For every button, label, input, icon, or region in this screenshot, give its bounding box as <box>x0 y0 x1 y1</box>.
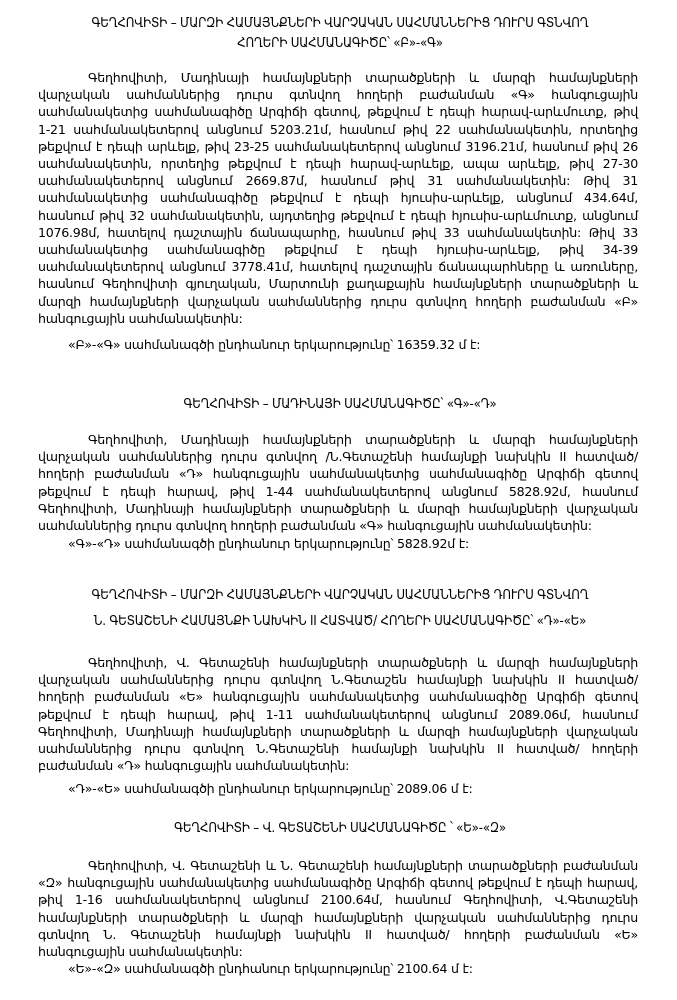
heading-line: ԳԵՂՀՈՎԻՏԻ – Վ. ԳԵՏԱՇԵՆԻ ՍԱՀՄԱՆԱԳԻԾԸ ՝ «Ե»-«Զ» <box>174 821 506 836</box>
section-heading-e-z <box>40 819 640 839</box>
paragraph-line: 1-21 սահմանակետերով անցնում 5203.21մ, հասնում թիվ 22 սահմանակետին, որտեղից <box>38 121 638 137</box>
section-paragraph-e-z <box>38 857 638 960</box>
paragraph-line: Գեղհովիտի, Մադինայի համայնքների տարածքների և մարզի համայնքների վարչական <box>38 500 638 516</box>
heading-line: ԳԵՂՀՈՎԻՏԻ – ՄԱՐԶԻ ՀԱՄԱՅՆՔՆԵՐԻ ՎԱՐՉԱԿԱՆ ՍԱՀՄԱՆՆԵՐԻՑ ԴՈՒՐՍ ԳՏՆՎՈՂ <box>91 588 589 603</box>
paragraph-line: սահմանակետերով անցնում 3778.41մ, հատելով դաշտային ճանապարհները և առուները, <box>38 259 638 275</box>
paragraph-line: հանգուցային սահմանակետին: <box>38 944 243 960</box>
section-summary-e-z: «Ե»-«Զ» սահմանագծի ընդհանուր երկարությունը՝ 2100.64 մ է: <box>68 961 473 976</box>
paragraph-line: թեքվում է դեպի հարավ, թիվ 1-11 սահմանակետերով անցնում 2089.06մ, հասնում <box>38 706 638 722</box>
paragraph-line: հասնում թիվ 32 սահմանակետին, այդտեղից թեքվում է դեպի հյուսիս-արևմուտք, անցնում <box>38 207 638 223</box>
paragraph-line: սահմանակետից սահմանագիծը Արգիճի գետով, թեքվում է դեպի հարավ-արևմուտք, թիվ <box>38 104 638 120</box>
paragraph-line: բաժանման «Դ» հանգուցային սահմանակետին: <box>38 758 350 774</box>
paragraph-line: մարզի համայնքների վարչական սահմաններից դուրս գտնվող հողերի բաժանման «Բ» <box>38 293 638 309</box>
section-paragraph-g-d <box>38 431 638 534</box>
section-paragraph-d-e <box>38 654 638 774</box>
paragraph-line: թիվ 1-16 սահմանակետերով անցնում 2100.64մ, հասնում Գեղհովիտի, Վ.Գետաշենի <box>38 892 638 908</box>
paragraph-line: թեքվում է դեպի արևելք, թիվ 23-25 սահմանակետերով անցնում 3196.21մ, հասնում թիվ 26 <box>38 138 638 154</box>
paragraph-line: թեքվում է դեպի հարավ, թիվ 1-44 սահմանակետերով անցնում 5828.92մ, հասնում <box>38 483 638 499</box>
paragraph-line: սահմանակետից սահմանագիծը թեքվում է դեպի հյուսիս-արևելք, անցնում 434.64մ, <box>38 190 638 206</box>
heading-line: ԳԵՂՀՈՎԻՏԻ – ՄԱՐԶԻ ՀԱՄԱՅՆՔՆԵՐԻ ՎԱՐՉԱԿԱՆ ՍԱՀՄԱՆՆԵՐԻՑ ԴՈՒՐՍ ԳՏՆՎՈՂ <box>91 16 589 31</box>
heading-line: Ն. ԳԵՏԱՇԵՆԻ ՀԱՄԱՅՆՔԻ ՆԱԽԿԻՆ II ՀԱՏՎԱԾ/ ՀՈՂԵՐԻ ՍԱՀՄԱՆԱԳԻԾԸ՝ «Դ»-«Ե» <box>93 614 587 629</box>
paragraph-line: սահմանակետերով անցնում 2669.87մ, հասնում թիվ 31 սահմանակետին: Թիվ 31 <box>38 173 638 189</box>
paragraph-line: Գեղհովիտի, Մադինայի համայնքների տարածքների և մարզի համայնքների վարչական <box>38 723 638 739</box>
paragraph-line: վարչական սահմաններից դուրս գտնվող հողերի բաժանման «Գ» հանգուցային <box>38 87 638 103</box>
section-paragraph-b-g <box>38 69 638 327</box>
paragraph-line: վարչական սահմաններից դուրս գտնվող Ն.Գետաշեն համայնքի նախկին II հատված/ <box>38 672 638 688</box>
section-summary-b-g: «Բ»-«Գ» սահմանագծի ընդհանուր երկարությունը՝ 16359.32 մ է: <box>68 337 481 352</box>
paragraph-line: համայնքների տարածքների և մարզի համայնքների վարչական սահմաններից դուրս <box>38 909 638 925</box>
heading-line: ԳԵՂՀՈՎԻՏԻ – ՄԱԴԻՆԱՅԻ ՍԱՀՄԱՆԱԳԻԾԸ՝ «Գ»-«Դ» <box>183 397 497 412</box>
section-heading-b-g <box>40 14 640 54</box>
paragraph-line: «Զ» հանգուցային սահմանակետից սահմանագիծը Արգիճի գետով թեքվում է դեպի հարավ, <box>38 875 638 891</box>
paragraph-line: հողերի բաժանման «Դ» հանգուցային սահմանակետից սահմանագիծը Արգիճի գետով <box>38 466 638 482</box>
paragraph-line: Գեղհովիտի, Վ. Գետաշենի և Ն. Գետաշենի համայնքների տարածքների բաժանման <box>88 858 638 873</box>
paragraph-line: 1076.98մ, հատելով դաշտային ճանապարհը, հասնում թիվ 33 սահմանակետին: Թիվ 33 <box>38 224 638 240</box>
paragraph-line: Գեղհովիտի, Մադինայի համայնքների տարածքների և մարզի համայնքների <box>88 70 638 85</box>
paragraph-line: գտնվող Ն. Գետաշենի համայնքի նախկին II հատված/ հողերի բաժանման «Ե» <box>38 926 638 942</box>
paragraph-line: հասնում Գեղհովիտի գյուղական, Մարտունի քաղաքային համայնքների տարածքների և <box>38 276 638 292</box>
heading-line: ՀՈՂԵՐԻ ՍԱՀՄԱՆԱԳԻԾԸ՝ «Բ»-«Գ» <box>237 36 443 51</box>
paragraph-line: սահմաններից դուրս գտնվող հողերի բաժանման «Գ» հանգուցային սահմանակետին: <box>38 518 592 534</box>
paragraph-line: վարչական սահմաններից դուրս գտնվող /Ն.Գետաշենի համայնքի նախկին II հատված/ <box>38 449 638 465</box>
paragraph-line: Գեղհովիտի, Վ. Գետաշենի համայնքների տարածքների և մարզի համայնքների <box>88 655 638 670</box>
section-summary-g-d: «Գ»-«Դ» սահմանագծի ընդհանուր երկարությունը՝ 5828.92մ է: <box>68 536 469 551</box>
section-summary-d-e: «Դ»-«Ե» սահմանագծի ընդհանուր երկարությունը՝ 2089.06 մ է: <box>68 781 473 796</box>
section-heading-g-d <box>40 395 640 415</box>
paragraph-line: հանգուցային սահմանակետին: <box>38 310 243 326</box>
section-heading-d-e <box>40 586 640 632</box>
paragraph-line: սահմանակետից սահմանագիծը թեքվում է դեպի հյուսիս-արևելք, թիվ 34-39 <box>38 242 638 258</box>
paragraph-line: սահմաններից դուրս գտնվող Ն.Գետաշենի համայնքի նախկին II հատված/ հողերի <box>38 741 638 757</box>
paragraph-line: սահմանակետին, որտեղից թեքվում է դեպի հարավ-արևելք, ապա արևելք, թիվ 27-30 <box>38 156 638 172</box>
paragraph-line: Գեղհովիտի, Մադինայի համայնքների տարածքների և մարզի համայնքների <box>88 432 638 447</box>
paragraph-line: հողերի բաժանման «Ե» հանգուցային սահմանակետից սահմանագիծը Արգիճի գետով <box>38 689 638 705</box>
